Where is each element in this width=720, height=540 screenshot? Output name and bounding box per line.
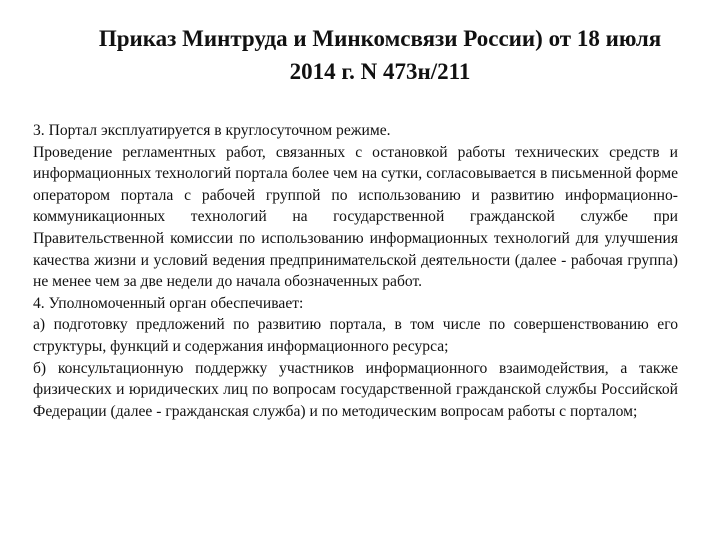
paragraph-item-b: б) консультационную поддержку участников информационного взаимодействия, а также физических и юридических лиц по вопросам государственной гражданской службы Российской Федерации (далее - гражданская служба) и по методическим вопросам работы с порталом; (33, 359, 678, 420)
title-line-2: 2014 г. N 473н/211 (289, 59, 471, 84)
paragraph-item-a: а) подготовку предложений по развитию портала, в том числе по совершенствованию его структуры, функций и содержания информационного ресурса; (33, 316, 678, 355)
paragraph-maintenance: Проведение регламентных работ, связанных с остановкой работы технических средств и информационных технологий портала более чем на сутки, согласовывается в письменной форме оператором портала с рабочей группой по использованию и развитию информационно-коммуникационных технологий на государственной гражданской службе при Правительственной комиссии по использованию информационных технологий для улучшения качества жизни и условий ведения предпринимательской деятельности (далее - рабочая группа) не менее чем за две недели до начала обозначенных работ. (33, 143, 678, 291)
title-line-1: Приказ Минтруда и Минкомсвязи России) от 18 июля (98, 26, 662, 51)
paragraph-authority-heading: 4. Уполномоченный орган обеспечивает: (33, 294, 304, 312)
document-body (33, 120, 678, 422)
document-title (60, 22, 700, 88)
paragraph-portal-mode: 3. Портал эксплуатируется в круглосуточном режиме. (33, 122, 391, 139)
